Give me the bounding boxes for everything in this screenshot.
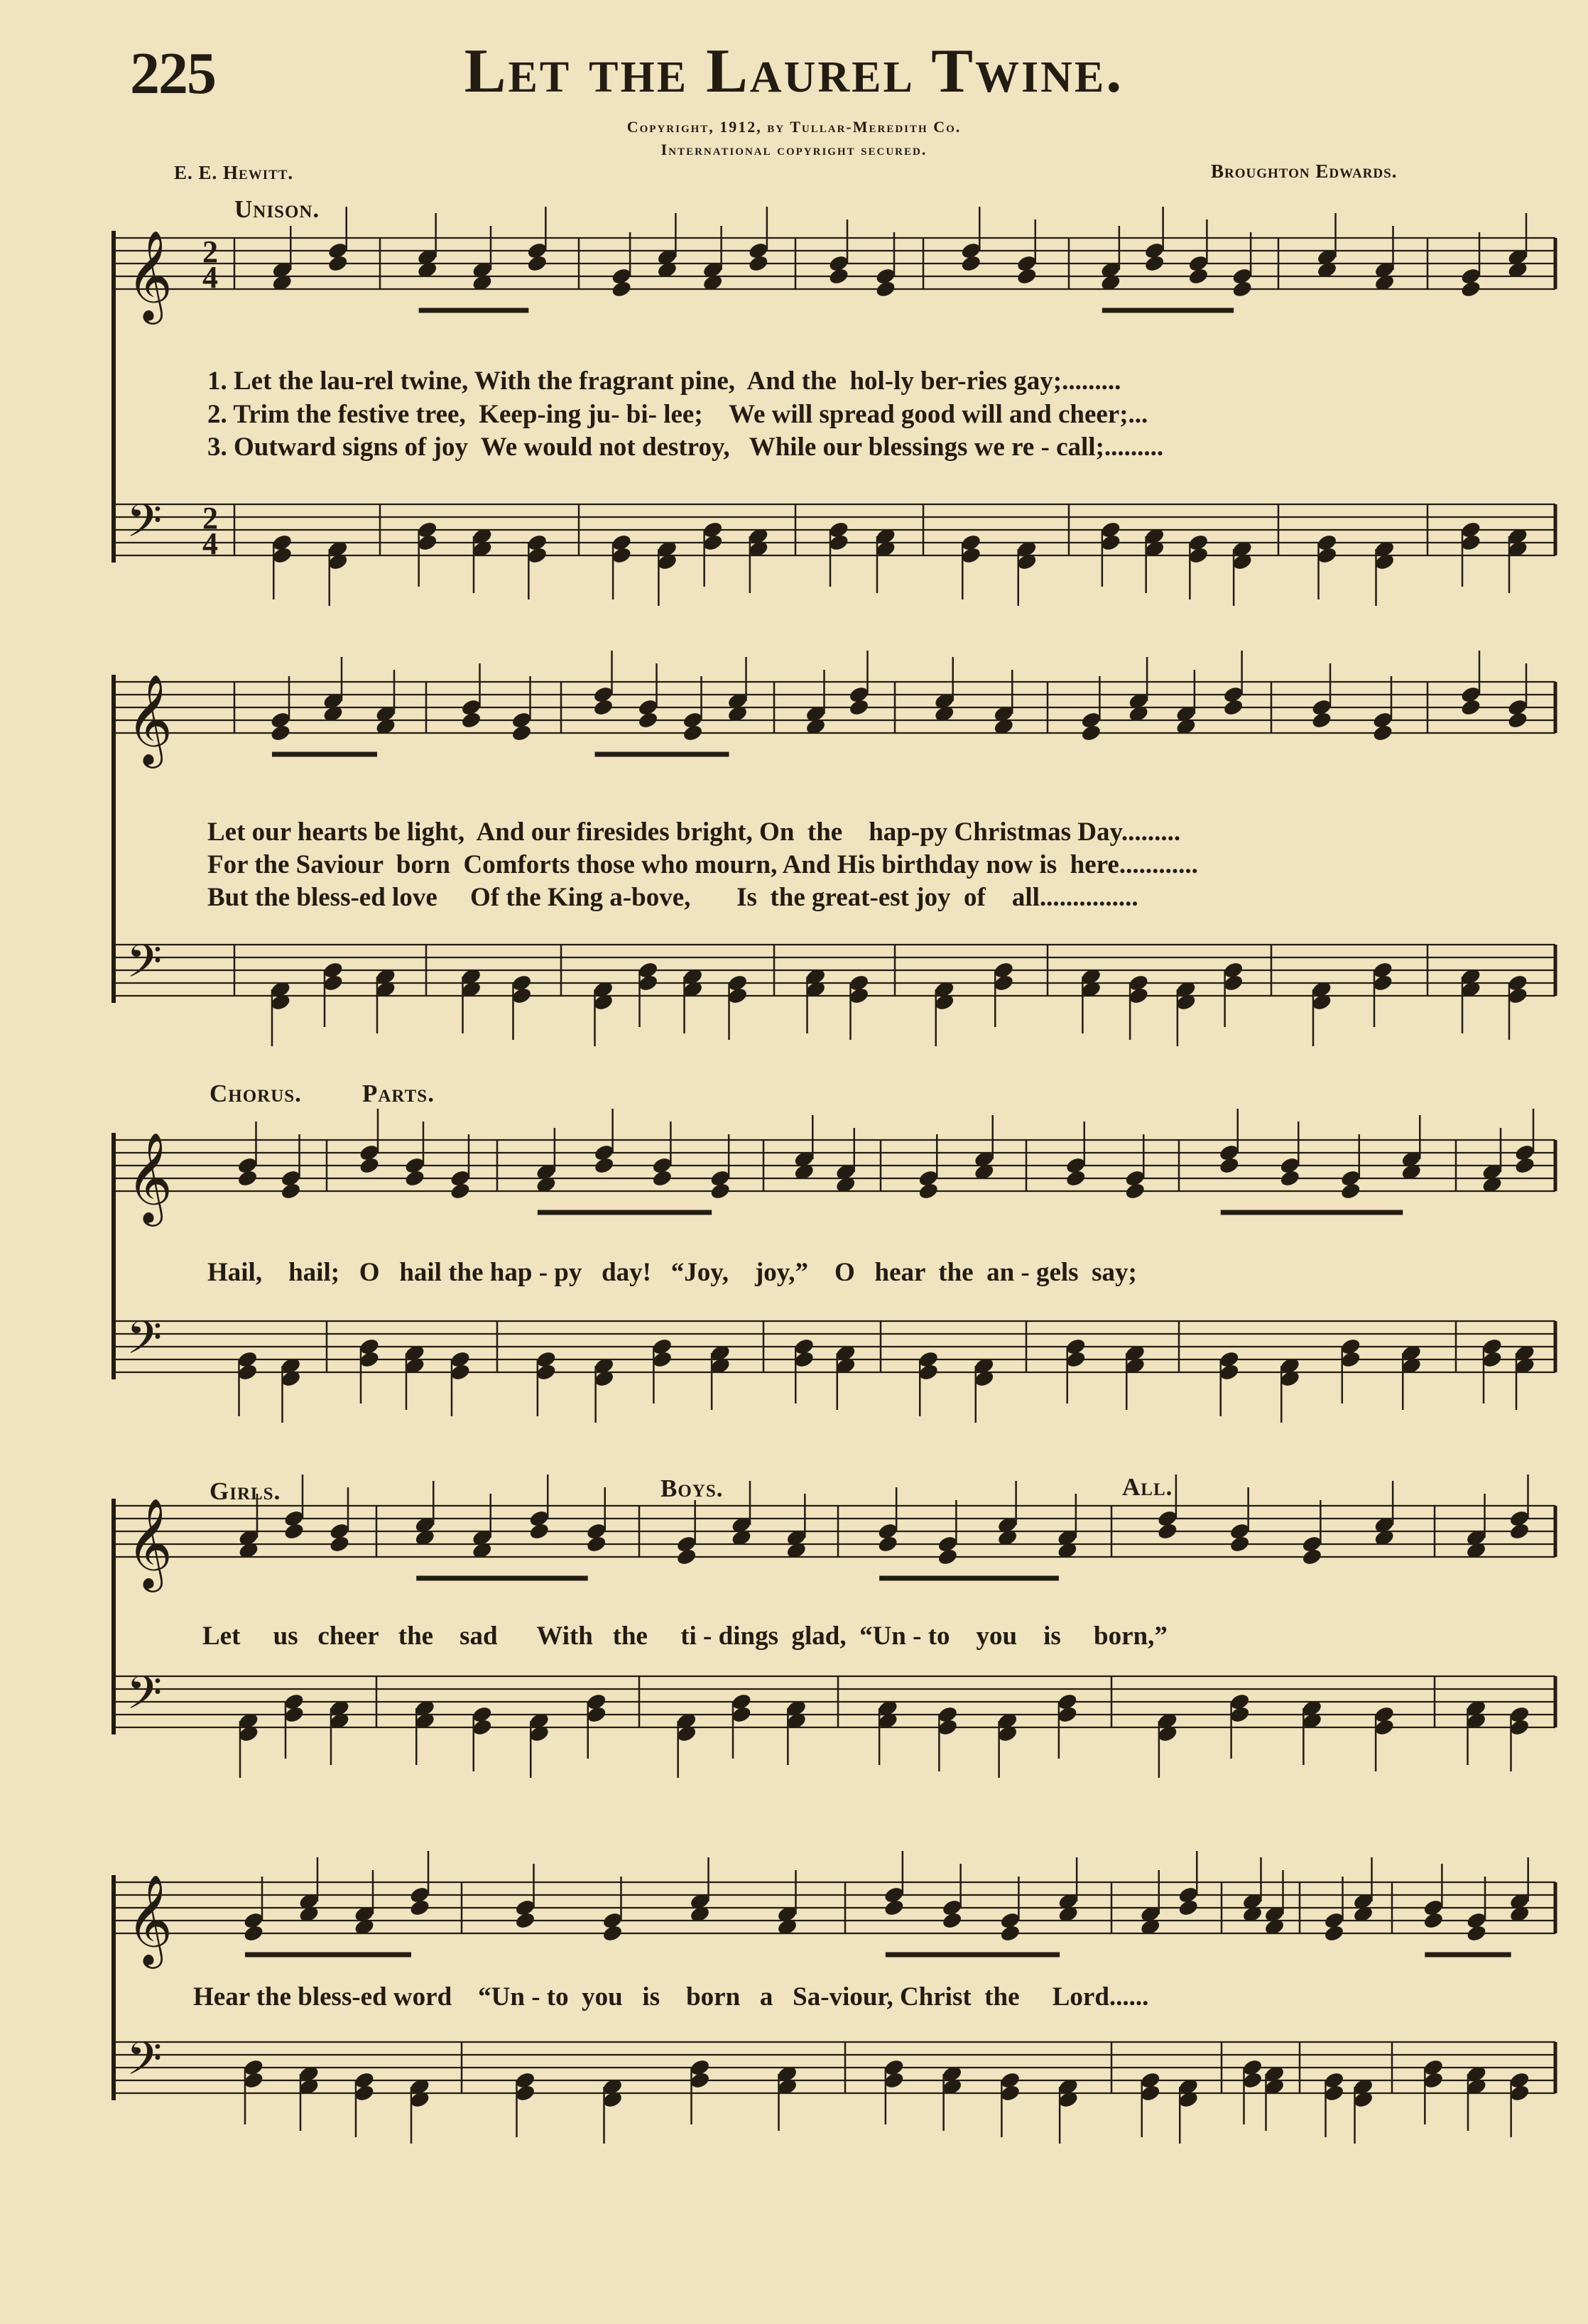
system3-lyric: Hail, hail; O hail the hap - py day! “Joy, joy,” O hear the an - gels say;	[207, 1258, 1137, 1287]
system2-verse1: Let our hearts be light, And our firesides bright, On the hap-py Christmas Day.........	[207, 818, 1181, 847]
system5-lyric: Hear the bless-ed word “Un - to you is born a Sa-viour, Christ the Lord......	[193, 1982, 1149, 2011]
copyright-line-2: International copyright secured.	[660, 141, 928, 158]
system2-verse3: But the bless-ed love Of the King a-bove, Is the great-est joy of all...............	[207, 883, 1138, 912]
treble-clef: 𝄞	[126, 229, 173, 320]
bass-clef: 𝄢	[126, 495, 163, 559]
time-signature-denominator: 4	[202, 260, 218, 295]
time-signature-denominator: 4	[202, 526, 218, 561]
lyricist-credit: E. E. Hewitt.	[174, 162, 294, 183]
treble-clef: 𝄞	[126, 1131, 173, 1222]
system1-verse2: 2. Trim the festive tree, Keep-ing ju- bi- lee; We will spread good will and cheer;...	[207, 400, 1148, 429]
hymn-title: Let the Laurel Twine.	[464, 37, 1124, 106]
page-number: 225	[130, 40, 215, 107]
treble-clef: 𝄞	[126, 1874, 173, 1965]
system1-verse1: 1. Let the lau-rel twine, With the fragrant pine, And the hol-ly ber-ries gay;.........	[207, 366, 1121, 396]
copyright-line-1: Copyright, 1912, by Tullar-Meredith Co.	[626, 118, 962, 136]
direction-parts: Parts.	[362, 1080, 435, 1107]
system2-verse2: For the Saviour born Comforts those who mourn, And His birthday now is here............	[207, 850, 1198, 879]
treble-clef: 𝄞	[126, 673, 173, 764]
direction-chorus: Chorus.	[210, 1080, 302, 1107]
bass-clef: 𝄢	[126, 2033, 163, 2097]
bass-clef: 𝄢	[126, 1312, 163, 1376]
direction-boys: Boys.	[660, 1475, 724, 1502]
time-signature-numerator: 2	[202, 501, 218, 536]
bass-clef: 𝄢	[126, 935, 163, 999]
composer-credit: Broughton Edwards.	[1211, 161, 1398, 182]
direction-all: All.	[1122, 1473, 1173, 1501]
treble-clef: 𝄞	[126, 1497, 173, 1588]
system1-verse3: 3. Outward signs of joy We would not destroy, While our blessings we re - call;.........	[207, 433, 1164, 462]
direction-girls: Girls.	[210, 1477, 281, 1505]
time-signature-numerator: 2	[202, 234, 218, 269]
bass-clef: 𝄢	[126, 1667, 163, 1731]
direction-unison: Unison.	[234, 195, 320, 223]
system4-lyric: Let us cheer the sad With the ti - dings glad, “Un - to you is born,”	[202, 1622, 1168, 1651]
